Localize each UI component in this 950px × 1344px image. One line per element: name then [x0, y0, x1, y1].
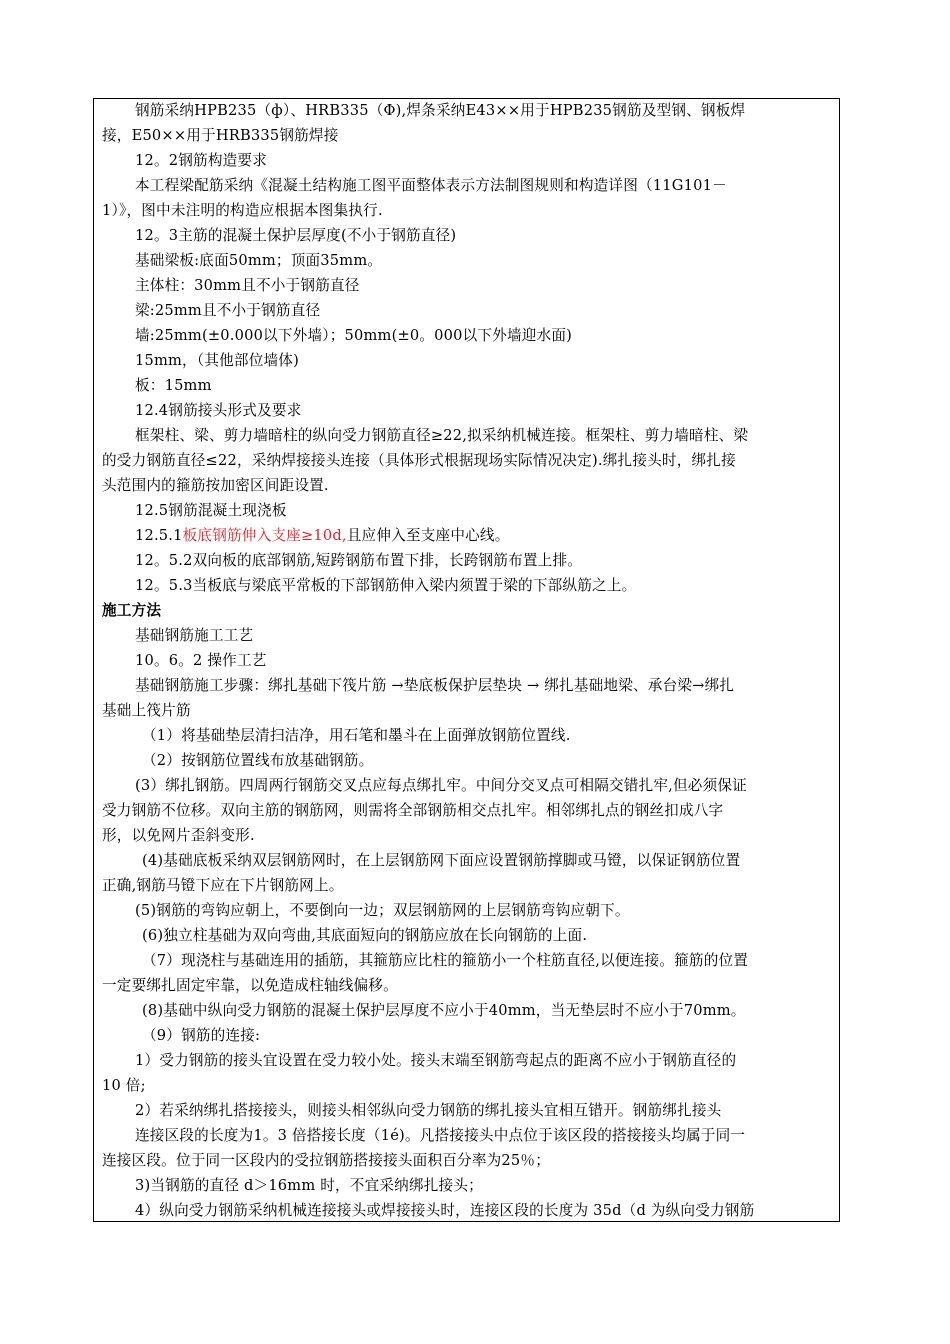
text-line: 的受力钢筋直径≤22，采纳焊接接头连接（具体形式根据现场实际情况决定).绑扎接头时，绑扎接: [102, 452, 736, 469]
text-line: 本工程梁配筋采纳《混凝土结构施工图平面整体表示方法制图规则和构造详图（11G101－: [135, 177, 727, 194]
text-line: (6)独立柱基础为双向弯曲,其底面短向的钢筋应放在长向钢筋的上面.: [142, 927, 588, 944]
text-line: 基础钢筋施工工艺: [135, 627, 254, 644]
text-line: 接，E50××用于HRB335钢筋焊接: [102, 127, 339, 144]
text-line: 墙:25mm(±0.000以下外墙）；50mm(±0。000以下外墙迎水面): [135, 327, 573, 344]
text-line: 15mm，（其他部位墙体): [135, 352, 299, 369]
section-heading: 施工方法: [102, 602, 162, 619]
text-line: 钢筋采纳HPB235（ф）、HRB335（Φ),焊条采纳E43××用于HPB235钢筋及型钢、钢板焊: [135, 102, 746, 119]
text-line: 12。5.3当板底与梁底平常板的下部钢筋伸入梁内须置于梁的下部纵筋之上。: [135, 577, 637, 594]
text-line: 头范围内的箍筋按加密区间距设置.: [102, 477, 329, 494]
text-line: (5)钢筋的弯钩应朝上，不要倒向一边；双层钢筋网的上层钢筋弯钩应朝下。: [135, 902, 630, 919]
text-line: 受力钢筋不位移。双向主筋的钢筋网，则需将全部钢筋相交点扎牢。相邻绑扎点的钢丝扣成八字: [102, 802, 724, 819]
text-line: （1）将基础垫层清扫洁净，用石笔和墨斗在上面弹放钢筋位置线.: [142, 727, 571, 744]
text-line: （7）现浇柱与基础连用的插筋，其箍筋应比柱的箍筋小一个柱筋直径,以便连接。箍筋的位置: [142, 952, 749, 969]
text-line: 12.4钢筋接头形式及要求: [135, 402, 302, 419]
text-line: 2）若采纳绑扎搭接接头，则接头相邻纵向受力钢筋的绑扎接头宜相互错开。钢筋绑扎接头: [135, 1102, 722, 1119]
text-line: 1）受力钢筋的接头宜设置在受力较小处。接头末端至钢筋弯起点的距离不应小于钢筋直径的: [135, 1052, 737, 1069]
text-line: 基础梁板:底面50mm；顶面35mm。: [135, 252, 383, 269]
text-line: （9）钢筋的连接:: [142, 1027, 261, 1044]
text-line: 3)当钢筋的直径 d＞16mm 时，不宜采纳绑扎接头；: [135, 1177, 483, 1194]
highlighted-text: 板底钢筋伸入支座≥10d,: [182, 527, 347, 544]
text-line: 10 倍;: [102, 1077, 146, 1094]
text-line: 板：15mm: [135, 377, 212, 394]
text-line: (8)基础中纵向受力钢筋的混凝土保护层厚度不应小于40mm，当无垫层时不应小于70mm。: [142, 1002, 746, 1019]
text-line: 12.5.1板底钢筋伸入支座≥10d,且应伸入至支座中心线。: [135, 527, 510, 544]
text-line: 4）纵向受力钢筋采纳机械连接接头或焊接接头时，连接区段的长度为 35d（d 为纵向受力钢筋: [135, 1202, 755, 1219]
text-line: 10。6。2 操作工艺: [135, 652, 267, 669]
text-line: 12。3主筋的混凝土保护层厚度(不小于钢筋直径): [135, 227, 457, 244]
text-line: 12。5.2双向板的底部钢筋,短跨钢筋布置下排，长跨钢筋布置上排。: [135, 552, 583, 569]
text-line: （2）按钢筋位置线布放基础钢筋。: [142, 752, 374, 769]
text-line: 主体柱：30mm且不小于钢筋直径: [135, 277, 360, 294]
text-line: 基础钢筋施工步骤：绑扎基础下筏片筋 →垫底板保护层垫块 → 绑扎基础地梁、承台梁→绑扎: [135, 677, 735, 694]
text-line: (3）绑扎钢筋。四周两行钢筋交叉点应每点绑扎牢。中间分交叉点可相隔交错扎牢,但必须保证: [135, 777, 747, 794]
text-line: 梁:25mm且不小于钢筋直径: [135, 302, 321, 319]
text-line: 框架柱、梁、剪力墙暗柱的纵向受力钢筋直径≥22,拟采纳机械连接。框架柱、剪力墙暗柱、梁: [135, 427, 749, 444]
text-line: 12.5钢筋混凝土现浇板: [135, 502, 287, 519]
document-body: [102, 98, 837, 1223]
text-line: 一定要绑扎固定牢靠，以免造成柱轴线偏移。: [102, 977, 398, 994]
text-line: 连接区段。位于同一区段内的受拉钢筋搭接接头面积百分率为25％；: [102, 1152, 550, 1169]
text-line: 形，以免网片歪斜变形.: [102, 827, 255, 844]
text-line: (4)基础底板采纳双层钢筋网时，在上层钢筋网下面应设置钢筋撑脚或马镫，以保证钢筋位置: [142, 852, 741, 869]
text-line: 正确,钢筋马镫下应在下片钢筋网上。: [102, 877, 344, 894]
text-line: 基础上筏片筋: [102, 702, 191, 719]
text-line: 1）》，图中未注明的构造应根据本图集执行.: [102, 202, 383, 219]
text-line: 连接区段的长度为1。3 倍搭接长度（1é)。凡搭接接头中点位于该区段的搭接接头均属于同一: [135, 1127, 746, 1144]
text-line: 12。2钢筋构造要求: [135, 152, 268, 169]
